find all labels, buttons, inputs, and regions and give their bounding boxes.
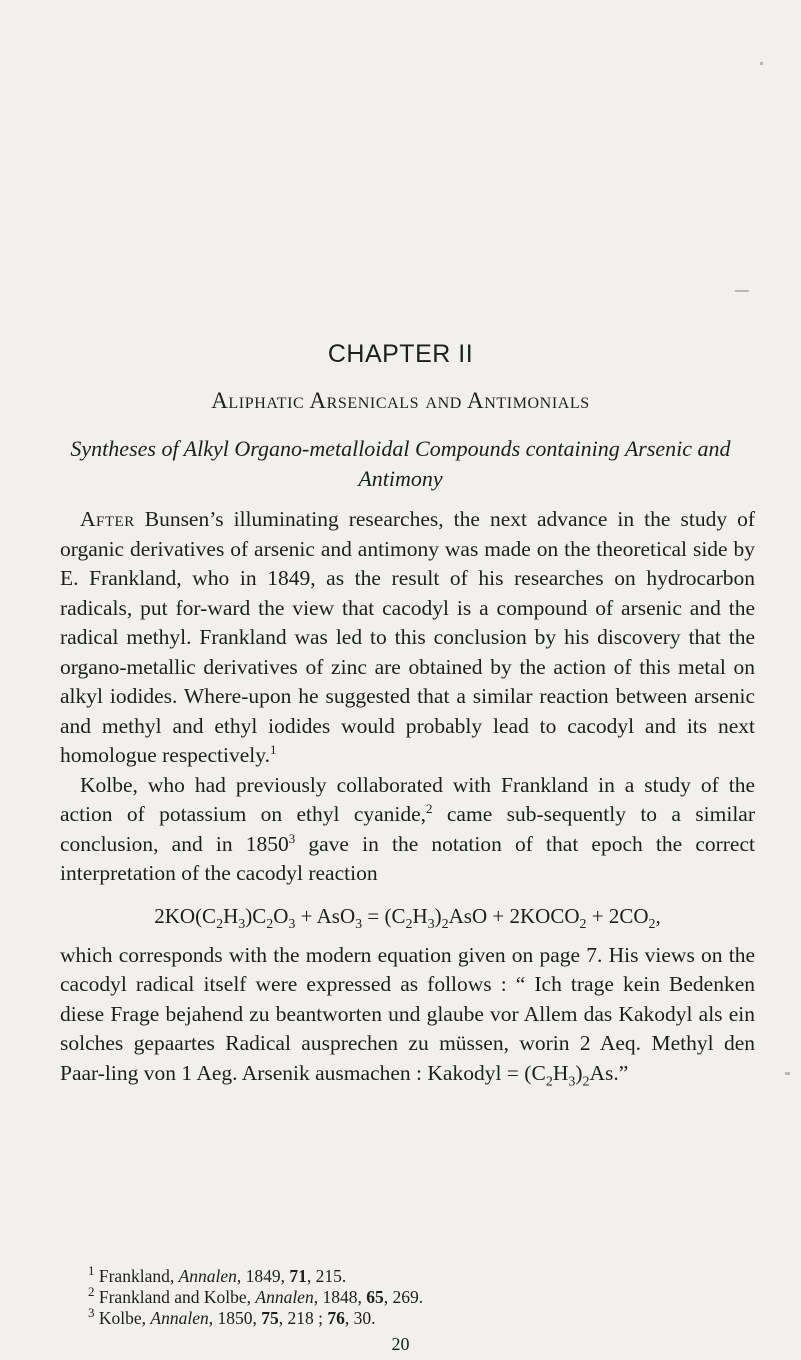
footnote: $^3$ Kolbe, Annalen, 1850, 75, 218 ; 76, 30.: [88, 1305, 376, 1328]
body-text: [60, 505, 755, 1088]
footnote-ref: 2: [426, 800, 433, 816]
paragraph-2-text: came sub-sequently to a similar conclusion, and in 1850: [60, 802, 755, 856]
footnote-ref: 1: [269, 741, 277, 757]
paragraph-3: which corresponds with the modern equation given on page 7. His views on the cacodyl radical itself were expressed as follows : “ Ich trage kein Bedenken diese Frage bejahend zu beantworten und glaube vor Allem das Kakodyl als ein solches gepaartes Radical ausprechen zu müssen, worin 2 Aeq. Methyl den Paar-ling von 1 Aeg. Arsenik ausmachen : Kakodyl = $(C_2H_3)_2As$.”: [60, 942, 755, 1089]
section-title: Aliphatic Arsenicals and Antimonials: [211, 388, 590, 413]
footnote-ref: 3: [288, 830, 296, 846]
paragraph-2-text: gave in the notation of that epoch the correct interpretation of the cacodyl reaction: [60, 831, 755, 885]
scan-speck: [735, 290, 749, 292]
paragraph-2: [60, 771, 755, 889]
footnotes: [60, 1263, 755, 1329]
footnote: $^1$ Frankland, Annalen, 1849, 71, 215.: [88, 1263, 347, 1286]
paragraph-lead-word: After: [80, 507, 135, 531]
chapter-heading: CHAPTER II: [327, 340, 474, 368]
scan-speck: [760, 62, 763, 65]
footnote: $^2$ Frankland and Kolbe, Annalen, 1848, 65, 269.: [88, 1284, 424, 1307]
paragraph-3-text: which corresponds with the modern equation given on page 7. His views on the cacodyl radical itself were expressed as follows : “ Ich trage kein Bedenken diese Frage bejahend zu beantworten und glaube vor Allem das Kakodyl als ein solches gepaartes Radical ausprechen zu müssen, worin 2 Aeq. Methyl den Paar-ling von 1 Aeg. Arsenik ausmachen : Kakodyl = (C: [60, 942, 755, 1085]
scan-speck: [785, 1072, 790, 1075]
chemical-equation: $2KO(C_2H_3)C_2O_3 + AsO_3 = (C_2H_3)_2AsO$ + $2KOCO_2 + 2CO_2$,: [154, 903, 661, 932]
page-number: 20: [391, 1334, 410, 1354]
paragraph-1: [60, 505, 755, 771]
paragraph-2-text: Kolbe, who had previously collaborated with Frankland in a study of the action of potassium on ethyl cyanide,: [60, 772, 755, 826]
section-subtitle: Syntheses of Alkyl Organo-metalloidal Compounds containing Arsenic and Antimony: [70, 436, 731, 491]
paragraph-1-text: Bunsen’s illuminating researches, the next advance in the study of organic derivatives of arsenic and antimony was made on the theoretical side by E. Frankland, who in 1849, as the result of his researches on hydrocarbon radicals, put for-ward the view that cacodyl is a compound of arsenic and the radical methyl. Frankland was led to this conclusion by his discovery that the organo-metallic derivatives of zinc are obtained by the action of this metal on alkyl iodides. Where-upon he suggested that a similar reaction between arsenic and methyl and ethyl iodides would probably lead to cacodyl and its next homologue respectively.: [60, 507, 755, 767]
